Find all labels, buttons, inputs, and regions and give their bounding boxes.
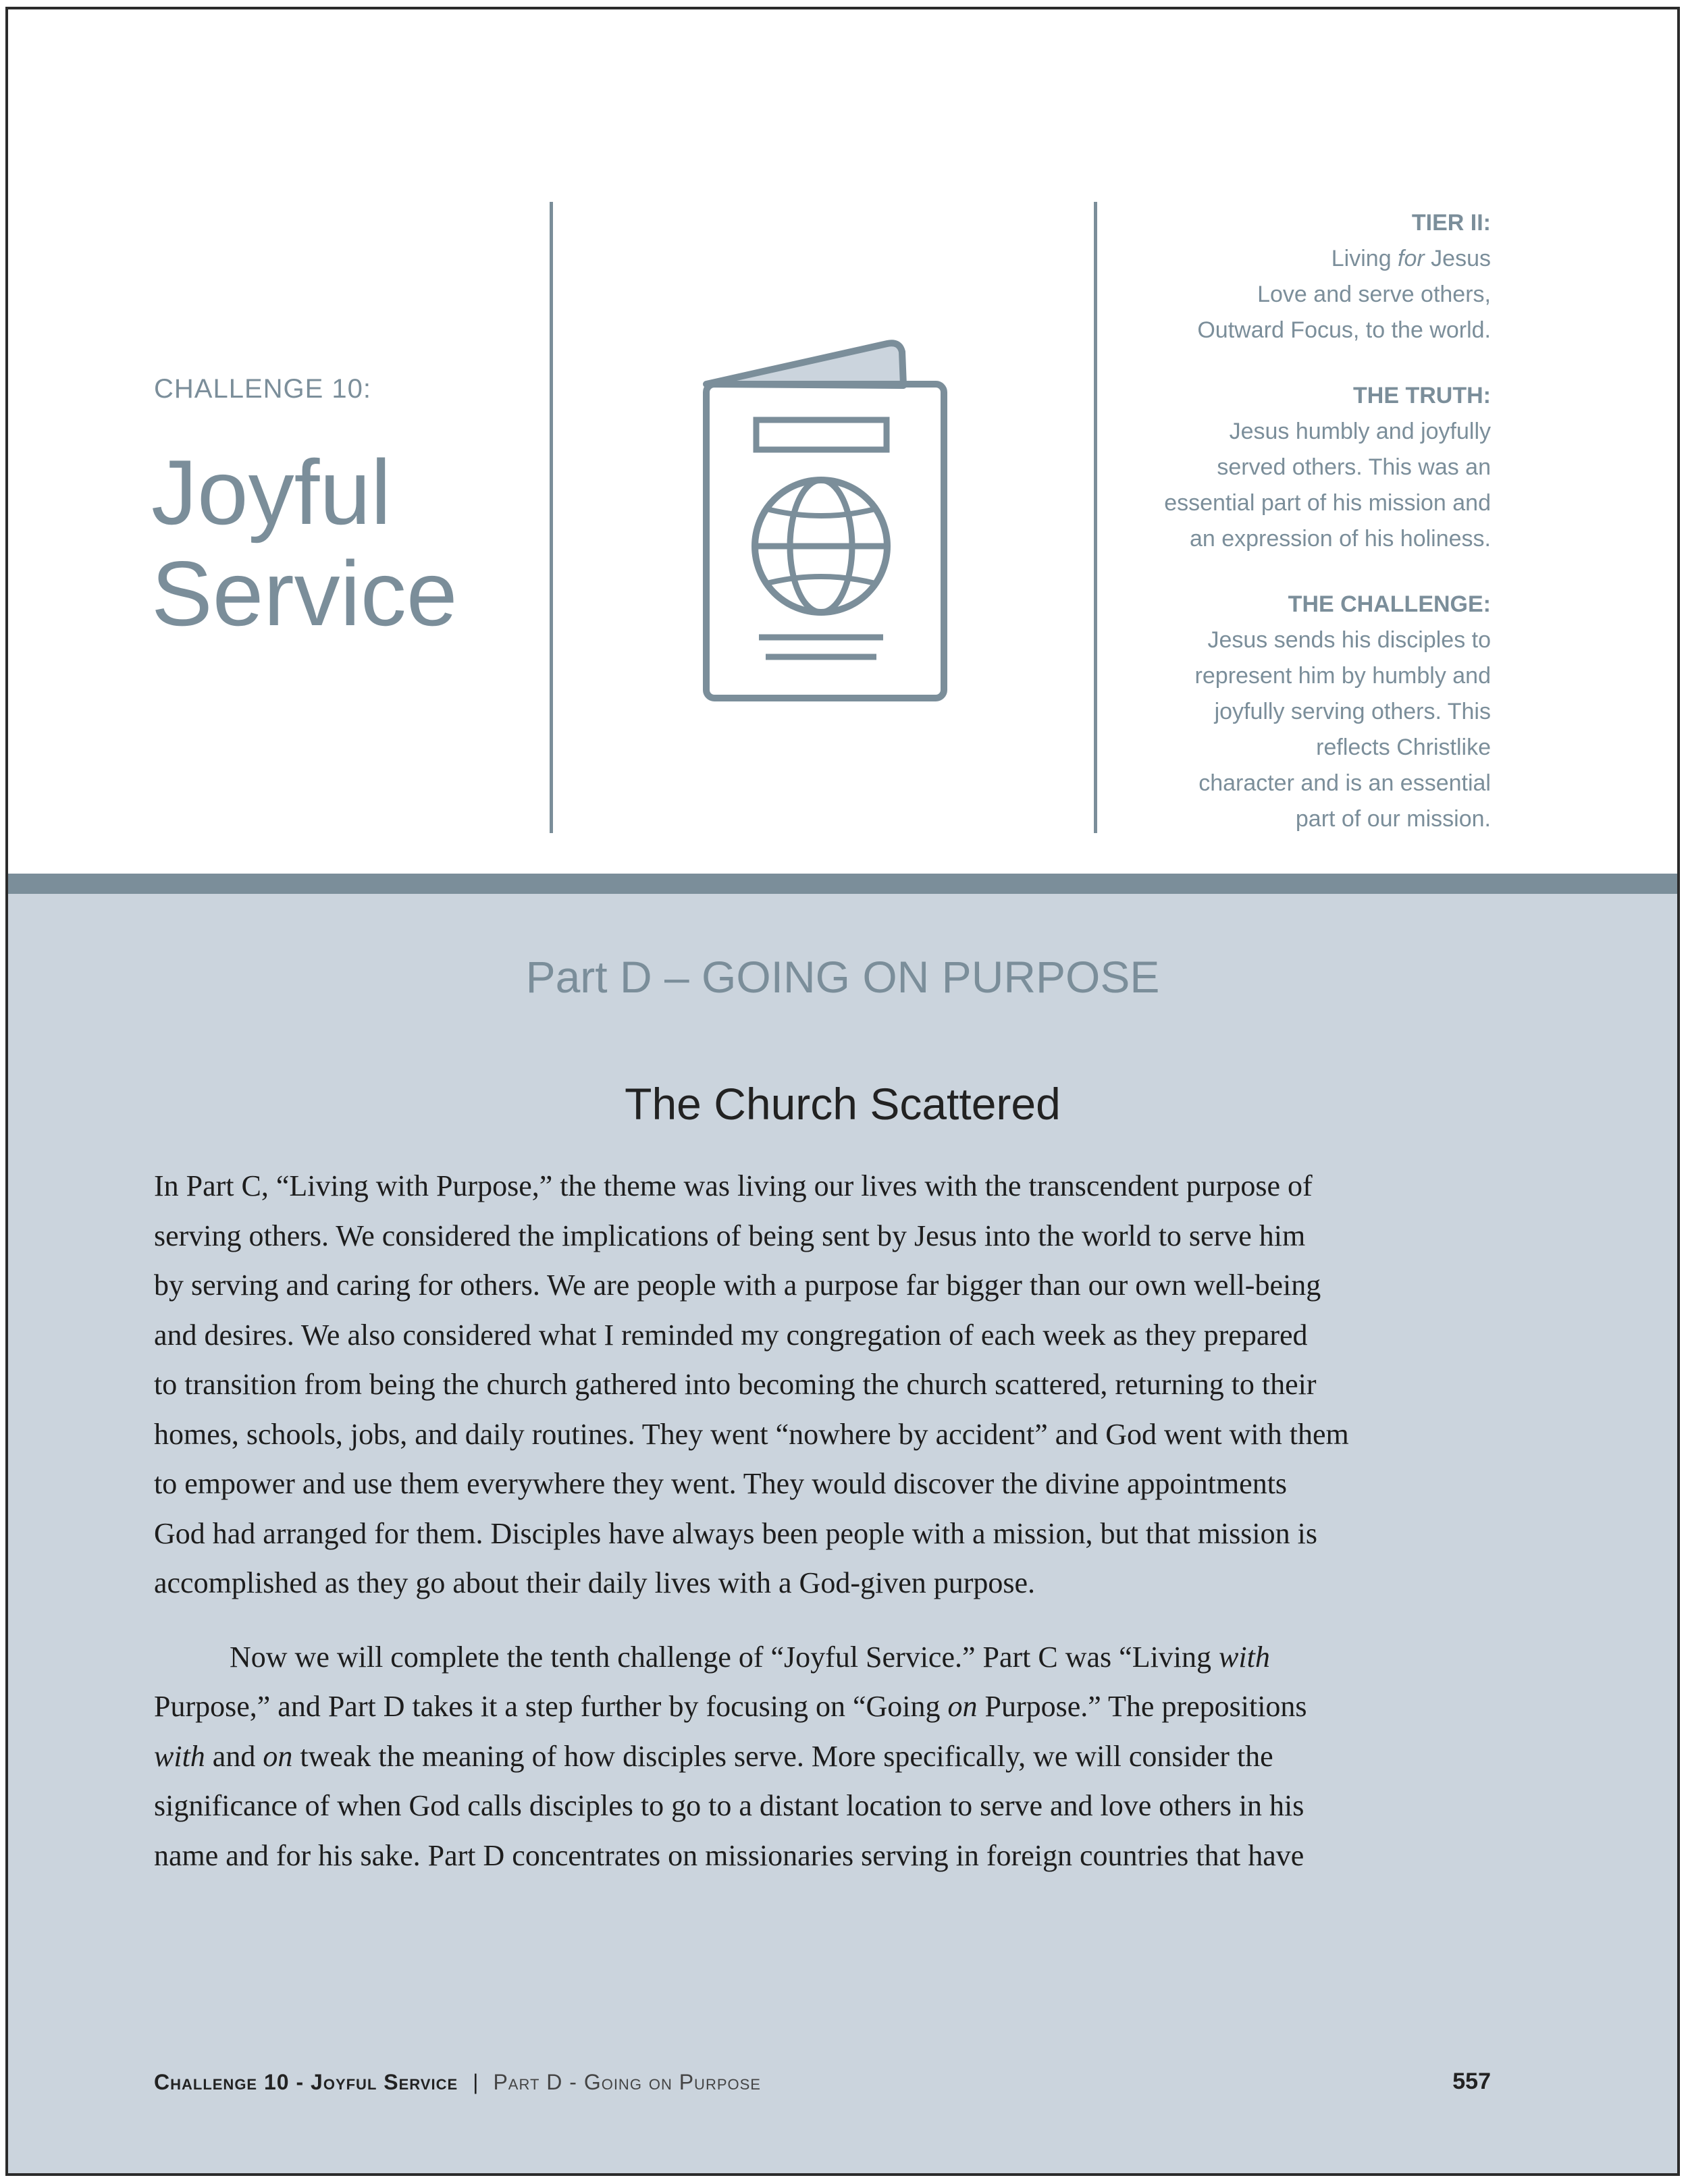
challenge-line: Jesus sends his disciples to — [1207, 627, 1491, 653]
text-run: Purpose,” and Part D takes it a step further by focusing on “Going — [154, 1690, 948, 1723]
challenge-line: character and is an essential — [1198, 770, 1491, 796]
tier-line: Love and serve others, — [1257, 282, 1491, 307]
left-divider — [550, 202, 553, 833]
header-section — [8, 9, 1677, 874]
paragraph-line: and desires. We also considered what I reminded my congregation of each week as they prepared — [154, 1318, 1308, 1352]
text-run: tweak the meaning of how disciples serve. More specifically, we will consider the — [292, 1739, 1273, 1773]
text-run-italic: on — [263, 1739, 293, 1773]
truth-heading: THE TRUTH: — [1353, 383, 1491, 408]
body-text — [154, 1161, 1552, 1880]
title-line: Joyful — [151, 441, 392, 543]
paragraph-line: to transition from being the church gathered into becoming the church scattered, returning to their — [154, 1368, 1317, 1401]
truth-line: essential part of his mission and — [1164, 490, 1491, 516]
challenge-heading: THE CHALLENGE: — [1288, 591, 1491, 617]
paragraph-line: significance of when God calls disciples to go to a distant location to serve and love others in his — [154, 1789, 1304, 1822]
page-frame — [5, 7, 1680, 2176]
part-title: Part D – GOING ON PURPOSE — [525, 952, 1160, 1002]
truth-line: Jesus humbly and joyfully — [1229, 419, 1491, 444]
paragraph-line: name and for his sake. Part D concentrates on missionaries serving in foreign countries that have — [154, 1838, 1304, 1872]
truth-line: served others. This was an — [1217, 454, 1491, 480]
text-run-italic: with — [1219, 1640, 1270, 1674]
footer-section: Part D - Going on Purpose — [493, 2070, 761, 2094]
challenge-line: part of our mission. — [1295, 806, 1491, 832]
footer-separator: | — [473, 2070, 479, 2094]
paragraph-line: to empower and use them everywhere they went. They would discover the divine appointments — [154, 1467, 1288, 1500]
tier-heading: TIER II: — [1411, 210, 1491, 236]
passport-icon — [697, 337, 953, 701]
tier-text: Living — [1331, 246, 1398, 271]
tier-info — [1059, 205, 1491, 837]
text-run-italic: with — [154, 1739, 205, 1773]
truth-line: an expression of his holiness. — [1189, 526, 1491, 552]
text-run-italic: on — [947, 1690, 978, 1723]
running-footer — [154, 2070, 761, 2095]
paragraph-line: accomplished as they go about their daily lives with a God-given purpose. — [154, 1566, 1036, 1599]
divider-band — [8, 874, 1677, 894]
challenge-line: represent him by humbly and — [1194, 663, 1491, 689]
page-number: 557 — [1452, 2069, 1491, 2094]
paragraph-line — [154, 1632, 1552, 1682]
challenge-label: CHALLENGE 10: — [154, 374, 372, 404]
text-run: Now we will complete the tenth challenge of “Joyful Service.” Part C was “Living — [230, 1640, 1219, 1674]
challenge-line: joyfully serving others. This — [1214, 699, 1491, 724]
text-run: and — [205, 1739, 263, 1773]
paragraph-line: God had arranged for them. Disciples have always been people with a mission, but that mission is — [154, 1516, 1317, 1550]
tier-line: Outward Focus, to the world. — [1197, 317, 1491, 343]
paragraph-line: In Part C, “Living with Purpose,” the theme was living our lives with the transcendent purpose of — [154, 1169, 1313, 1202]
tier-text: Jesus — [1424, 246, 1491, 271]
title-line: Service — [151, 542, 458, 645]
paragraph-line: serving others. We considered the implications of being sent by Jesus into the world to serve him — [154, 1219, 1306, 1252]
paragraph-line — [154, 1682, 1552, 1732]
page-title — [151, 442, 458, 644]
paragraph-line: by serving and caring for others. We are people with a purpose far bigger than our own well-being — [154, 1269, 1321, 1302]
section-title: The Church Scattered — [625, 1079, 1061, 1129]
footer-chapter: Challenge 10 - Joyful Service — [154, 2070, 458, 2094]
paragraph-line: homes, schools, jobs, and daily routines. They went “nowhere by accident” and God went with them — [154, 1417, 1349, 1451]
text-run: Purpose.” The prepositions — [977, 1690, 1307, 1723]
paragraph-line — [154, 1732, 1552, 1782]
tier-text-italic: for — [1398, 246, 1425, 271]
tier-line — [1059, 241, 1491, 277]
challenge-line: reflects Christlike — [1316, 735, 1491, 760]
